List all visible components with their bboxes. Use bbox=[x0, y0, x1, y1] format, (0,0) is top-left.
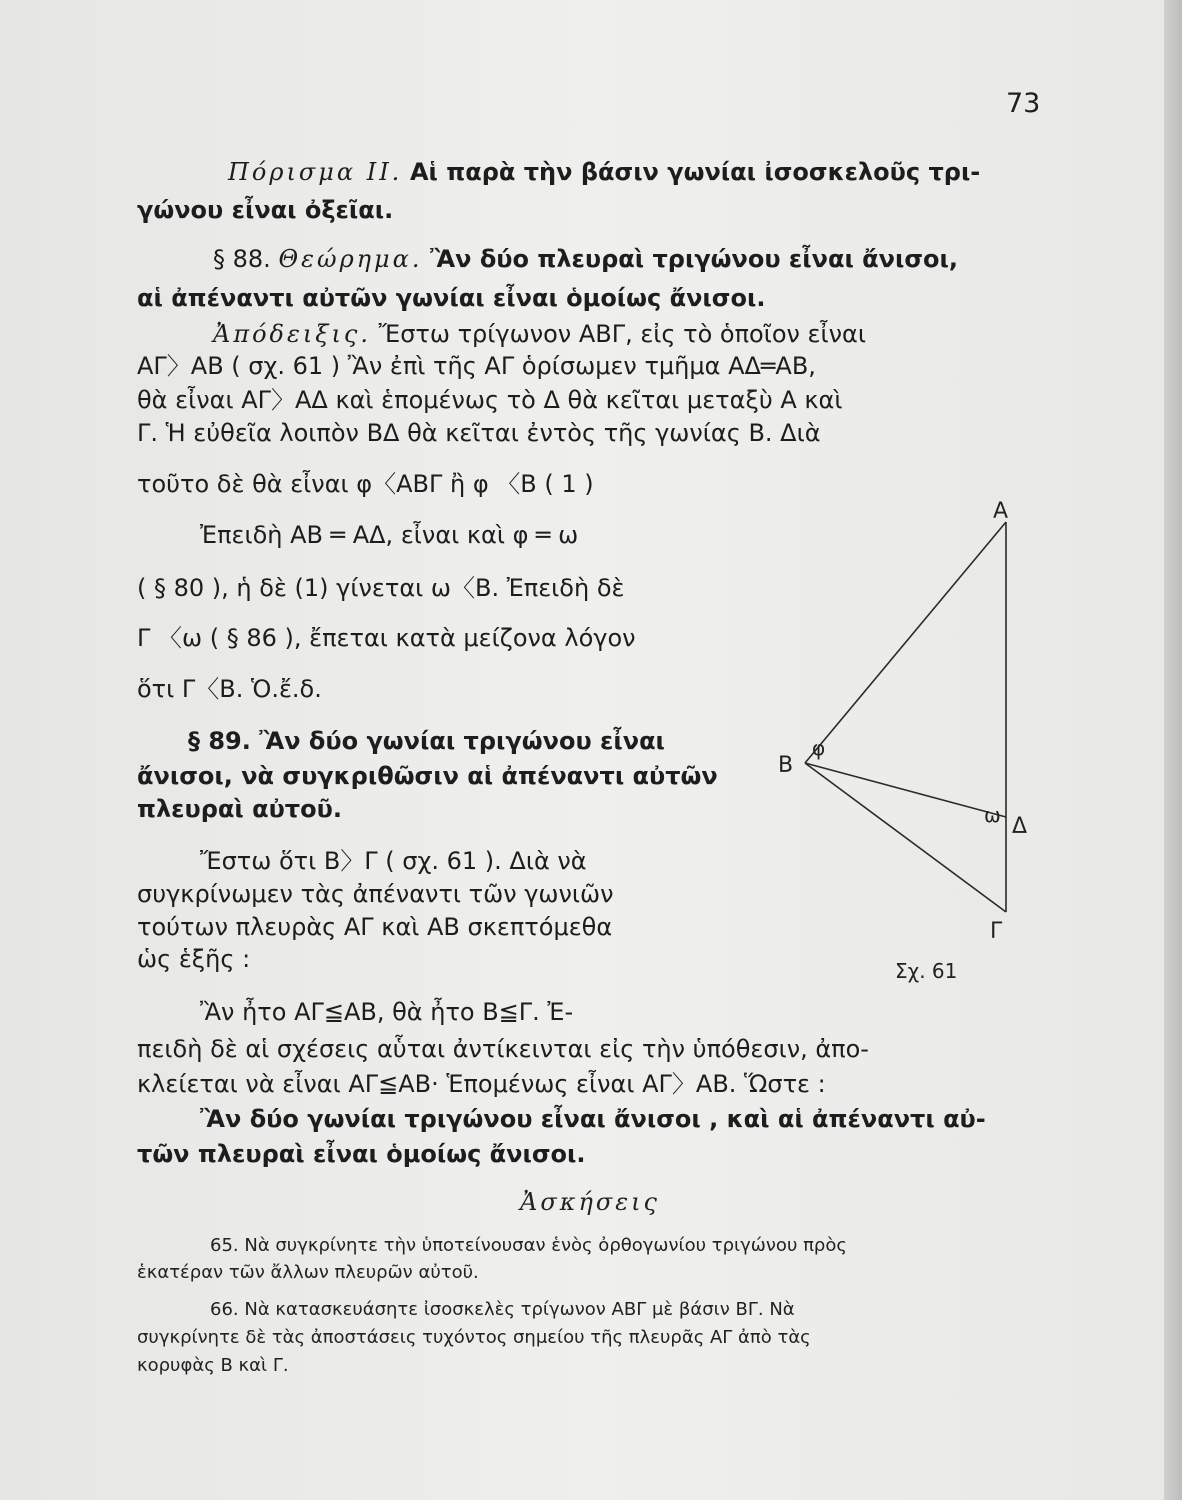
label-B: Β bbox=[778, 753, 794, 778]
proof-88-line-3: θὰ εἶναι ΑΓ〉ΑΔ καὶ ἑπομένως τὸ Δ θὰ κεῖται μεταξὺ Α καὶ bbox=[137, 386, 843, 414]
proof-89-line-3: τούτων πλευρὰς ΑΓ καὶ ΑΒ σκεπτόμεθα bbox=[137, 913, 613, 941]
label-D: Δ bbox=[1012, 814, 1028, 839]
theorem-89-line-3: πλευραὶ αὐτοῦ. bbox=[137, 795, 342, 823]
side-AB bbox=[805, 522, 1006, 763]
theorem-88-label: Θεώρημα. bbox=[278, 245, 423, 273]
theorem-89-line-1: § 89. Ἂν δύο γωνίαι τριγώνου εἶναι bbox=[188, 727, 665, 755]
proof-89-line-1: Ἔστω ὅτι Β〉Γ ( σχ. 61 ). Διὰ νὰ bbox=[200, 847, 587, 875]
figure-caption: Σχ. 61 bbox=[895, 959, 958, 983]
proof-89-line-4: ὡς ἑξῆς : bbox=[137, 945, 251, 973]
theorem-88-section: § 88. bbox=[213, 245, 271, 273]
proof-88-text-1: Ἔστω τρίγωνον ΑΒΓ, εἰς τὸ ὁποῖον εἶναι bbox=[378, 320, 866, 348]
exercise-65-line-2: ἑκατέραν τῶν ἄλλων πλευρῶν αὐτοῦ. bbox=[137, 1262, 479, 1283]
theorem-88-line-2: αἱ ἀπέναντι αὐτῶν γωνίαι εἶναι ὁμοίως ἄνισοι. bbox=[137, 284, 766, 312]
porisma-label: Πόρισμα ΙΙ. bbox=[228, 158, 403, 186]
label-G: Γ bbox=[990, 919, 1003, 944]
proof-89-conclusion-1: Ἂν δύο γωνίαι τριγώνου εἶναι ἄνισοι , καὶ αἱ ἀπέναντι αὐ- bbox=[200, 1105, 986, 1133]
proof-89-line-6: πειδὴ δὲ αἱ σχέσεις αὗται ἀντίκεινται εἰς τὴν ὑπόθεσιν, ἀπο- bbox=[137, 1035, 869, 1063]
porisma-text-1: Αἱ παρὰ τὴν βάσιν γωνίαι ἰσοσκελοῦς τρι- bbox=[409, 158, 981, 186]
proof-label: Ἀπόδειξις. bbox=[213, 320, 371, 348]
proof-88-line-6: Ἐπειδὴ ΑΒ ═ ΑΔ, εἶναι καὶ φ ═ ω bbox=[200, 521, 579, 549]
proof-89-conclusion-2: τῶν πλευραὶ εἶναι ὁμοίως ἄνισοι. bbox=[137, 1140, 586, 1168]
proof-89-line-2: συγκρίνωμεν τὰς ἀπέναντι τῶν γωνιῶν bbox=[137, 880, 614, 908]
label-omega: ω bbox=[984, 803, 1001, 827]
porisma-line-2: γώνου εἶναι ὀξεῖαι. bbox=[137, 196, 394, 224]
exercise-65-line-1: 65. Νὰ συγκρίνητε τὴν ὑποτείνουσαν ἑνὸς ὀρθογωνίου τριγώνου πρὸς bbox=[210, 1235, 847, 1256]
proof-88-line-4: Γ. Ἡ εὐθεῖα λοιπὸν ΒΔ θὰ κεῖται ἐντὸς τῆς γωνίας Β. Διὰ bbox=[137, 419, 821, 447]
label-A: Α bbox=[993, 499, 1009, 524]
exercise-66-line-1: 66. Νὰ κατασκευάσητε ἰσοσκελὲς τρίγωνον ΑΒΓ μὲ βάσιν ΒΓ. Νὰ bbox=[210, 1299, 795, 1320]
segment-BD bbox=[805, 763, 1006, 817]
exercise-66-line-2: συγκρίνητε δὲ τὰς ἀποστάσεις τυχόντος σημείου τῆς πλευρᾶς ΑΓ ἀπὸ τὰς bbox=[137, 1327, 811, 1348]
proof-88-line-7: ( § 80 ), ἡ δὲ (1) γίνεται ω〈Β. Ἐπειδὴ δὲ bbox=[137, 574, 625, 602]
proof-89-line-5: Ἂν ἦτο ΑΓ≦ΑΒ, θὰ ἦτο Β≦Γ. Ἐ- bbox=[200, 998, 574, 1026]
page-number: 73 bbox=[1006, 88, 1041, 119]
proof-88-line-9: ὅτι Γ〈Β. Ὁ.ἔ.δ. bbox=[137, 675, 322, 703]
proof-88-line-8: Γ 〈ω ( § 86 ), ἔπεται κατὰ μείζονα λόγον bbox=[137, 624, 636, 652]
proof-89-line-7: κλείεται νὰ εἶναι ΑΓ≦ΑΒ· Ἑπομένως εἶναι ΑΓ〉ΑΒ. Ὥστε : bbox=[137, 1070, 826, 1098]
proof-88-line-2: ΑΓ〉ΑΒ ( σχ. 61 ) Ἂν ἐπὶ τῆς ΑΓ ὁρίσωμεν τμῆμα ΑΔ═ΑΒ, bbox=[137, 352, 816, 380]
exercises-heading: Ἀσκήσεις bbox=[520, 1188, 660, 1216]
theorem-88-text-1: Ἂν δύο πλευραὶ τριγώνου εἶναι ἄνισοι, bbox=[430, 245, 959, 273]
proof-88-line-5: τοῦτο δὲ θὰ εἶναι φ〈ΑΒΓ ἢ φ 〈Β ( 1 ) bbox=[137, 470, 594, 498]
exercise-66-line-3: κορυφὰς Β καὶ Γ. bbox=[137, 1355, 289, 1376]
label-phi: φ bbox=[812, 736, 826, 760]
theorem-89-line-2: ἄνισοι, νὰ συγκριθῶσιν αἱ ἀπέναντι αὐτῶν bbox=[137, 762, 718, 790]
side-BG bbox=[805, 763, 1006, 912]
